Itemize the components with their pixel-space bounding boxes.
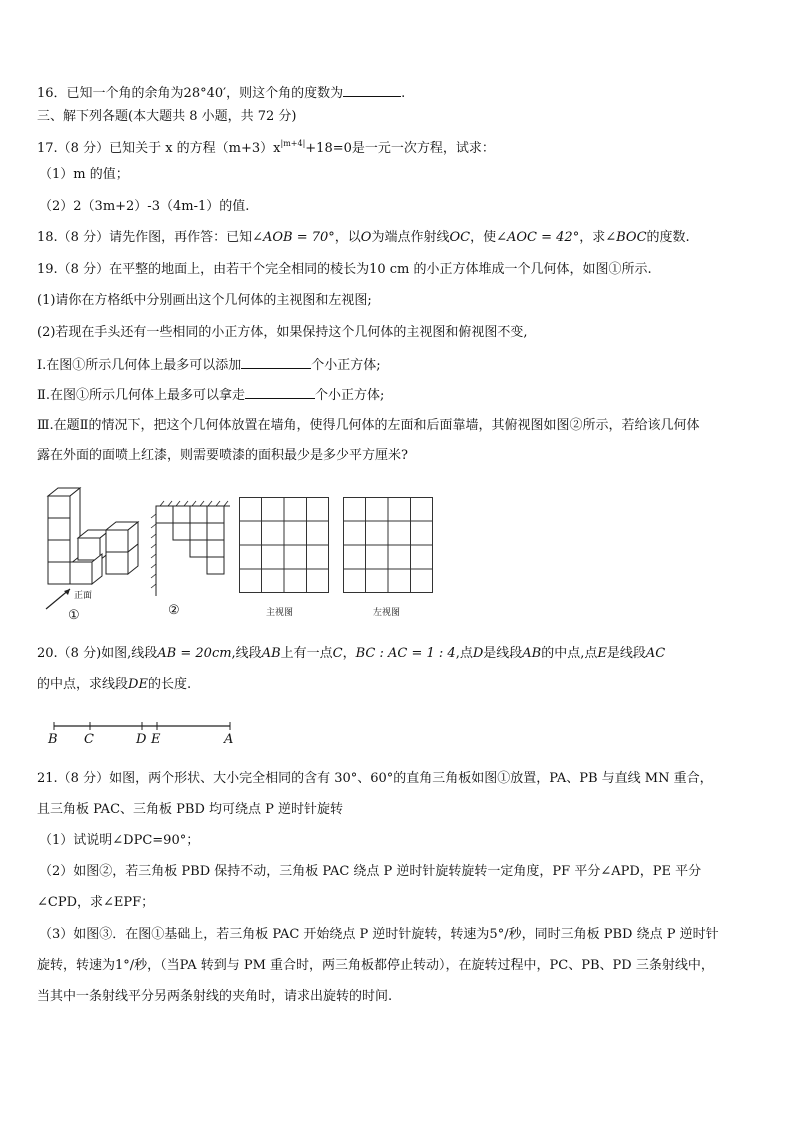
q18-math-angle-aob: ∠AOB = 70° xyxy=(252,230,335,245)
question-21: 21.（8 分）如图，两个形状、大小完全相同的含有 30°、60°的直角三角板如图①放置，PA、PB 与直线 MN 重合， xyxy=(37,771,713,786)
q20-text-a: 20.（8 分)如图,线段 xyxy=(37,646,158,661)
q20-line2-text: 的中点，求线段 xyxy=(37,677,129,692)
q20-text-g: 的中点,点 xyxy=(541,646,598,661)
q20-math-e: E xyxy=(597,646,607,661)
point-b-label: B xyxy=(48,732,58,746)
q17-tail: +18=0是一元一次方程，试求： xyxy=(305,141,495,156)
q18-text-e: ，求 xyxy=(579,230,606,245)
point-e-label: E xyxy=(151,732,161,746)
point-c-label: C xyxy=(84,732,94,746)
q21-part2-cont: ∠CPD，求∠EPF； xyxy=(37,895,155,910)
q18-text-b: ，以 xyxy=(334,230,361,245)
q18-math-angle-aoc: ∠AOC = 42° xyxy=(496,230,580,245)
figure-1-label: ① xyxy=(68,608,80,623)
q20-math-ab-len: AB = 20cm xyxy=(157,646,232,661)
question-16 xyxy=(37,84,405,102)
q17-exponent: |m+4| xyxy=(280,139,306,148)
q16-end: . xyxy=(401,86,406,101)
q20-math-c: C xyxy=(332,646,343,661)
point-d-label: D xyxy=(136,732,147,746)
answer-blank[interactable] xyxy=(343,84,401,97)
answer-blank[interactable] xyxy=(241,356,311,369)
q17-part2: （2）2（3m+2）-3（4m-1）的值. xyxy=(39,199,250,214)
q17-head: 17.（8 分）已知关于 x 的方程（m+3）x xyxy=(37,141,281,156)
q19-sub2 xyxy=(37,386,384,404)
question-19: 19.（8 分）在平整的地面上，由若干个完全相同的棱长为10 cm 的小正方体堆成一个几何体，如图①所示. xyxy=(37,262,652,277)
q19-sub3: Ⅲ.在题Ⅱ的情况下，把这个几何体放置在墙角，使得几何体的左面和后面靠墙，其俯视图如图②所示，若给该几何体 xyxy=(37,418,700,433)
q17-part1: （1）m 的值； xyxy=(39,167,129,182)
figure-1-cube-stack xyxy=(40,486,140,598)
q19-sub2-text: Ⅱ.在图①所示几何体上最多可以拿走 xyxy=(37,388,245,403)
figure-2-label: ② xyxy=(168,603,180,618)
question-18 xyxy=(37,230,690,246)
q20-math-ratio: BC : AC = 1 : 4 xyxy=(355,646,456,661)
q20-text-h: 是线段 xyxy=(606,646,646,661)
q21-line2: 且三角板 PAC、三角板 PBD 均可绕点 P 逆时针旋转 xyxy=(37,802,344,817)
q19-part2: (2)若现在手头还有一些相同的小正方体，如果保持这个几何体的主视图和俯视图不变, xyxy=(37,325,528,340)
section-heading: 三、解下列各题(本大题共 8 小题，共 72 分) xyxy=(37,109,297,124)
q18-text-a: 18.（8 分）请先作图，再作答：已知 xyxy=(37,230,253,245)
q20-text-d: ， xyxy=(342,646,356,661)
q16-text: 16．已知一个角的余角为28°40′，则这个角的度数为 xyxy=(37,86,344,101)
front-label: 正面 xyxy=(74,591,93,601)
q20-text-f: 是线段 xyxy=(483,646,523,661)
q21-part1: （1）试说明∠DPC=90°； xyxy=(39,833,200,848)
q20-math-ab: AB xyxy=(261,646,281,661)
q18-text-c: 为端点作射线 xyxy=(371,230,450,245)
q19-sub2-end: 个小正方体; xyxy=(314,388,385,403)
answer-blank[interactable] xyxy=(245,386,315,399)
q18-math-o: O xyxy=(360,230,372,245)
q20-math-ab2: AB xyxy=(522,646,542,661)
q20-text-e: ,点 xyxy=(455,646,473,661)
q21-part2: （2）如图②，若三角板 PBD 保持不动，三角板 PAC 绕点 P 逆时针旋转旋转一定角度，PF 平分∠APD，PE 平分 xyxy=(39,864,702,879)
q20-math-ac: AC xyxy=(645,646,666,661)
point-a-label: A xyxy=(224,732,234,746)
q19-sub1-text: Ⅰ.在图①所示几何体上最多可以添加 xyxy=(37,358,242,373)
q20-line2-end: 的长度. xyxy=(147,677,192,692)
q18-math-angle-boc: ∠BOC xyxy=(605,230,647,245)
q20-math-de: DE xyxy=(128,677,148,692)
q21-part3: （3）如图③．在图①基础上，若三角板 PAC 开始绕点 P 逆时针旋转，转速为5°/秒，同时三角板 PBD 绕点 P 逆时针 xyxy=(39,927,719,942)
q20-math-d: D xyxy=(472,646,484,661)
q18-math-oc: OC xyxy=(449,230,471,245)
q18-text-d: ，使 xyxy=(470,230,497,245)
q19-sub3-cont: 露在外面的面喷上红漆，则需要喷漆的面积最少是多少平方厘米? xyxy=(37,448,408,463)
q21-part3-cont: 旋转，转速为1°/秒，（当PA 转到与 PM 重合时，两三角板都停止转动），在旋转过程中，PC、PB、PD 三条射线中， xyxy=(37,958,714,973)
question-20-cont xyxy=(37,677,191,693)
question-20 xyxy=(37,646,665,662)
q19-sub1 xyxy=(37,356,381,374)
q18-text-f: 的度数. xyxy=(646,230,690,245)
q19-part1: (1)请你在方格纸中分别画出这个几何体的主视图和左视图; xyxy=(37,293,372,308)
q20-text-b: ,线段 xyxy=(231,646,262,661)
segment-figure xyxy=(44,716,240,746)
figure-2-top-view xyxy=(150,500,234,600)
left-view-caption: 左视图 xyxy=(373,608,401,618)
q20-text-c: 上有一点 xyxy=(280,646,333,661)
q19-sub1-end: 个小正方体; xyxy=(311,358,381,373)
q21-part3-end: 当其中一条射线平分另两条射线的夹角时，请求出旋转的时间. xyxy=(37,989,393,1004)
question-17 xyxy=(37,136,495,157)
main-view-caption: 主视图 xyxy=(266,608,294,618)
left-view-grid[interactable] xyxy=(343,497,433,593)
main-view-grid[interactable] xyxy=(239,497,329,593)
